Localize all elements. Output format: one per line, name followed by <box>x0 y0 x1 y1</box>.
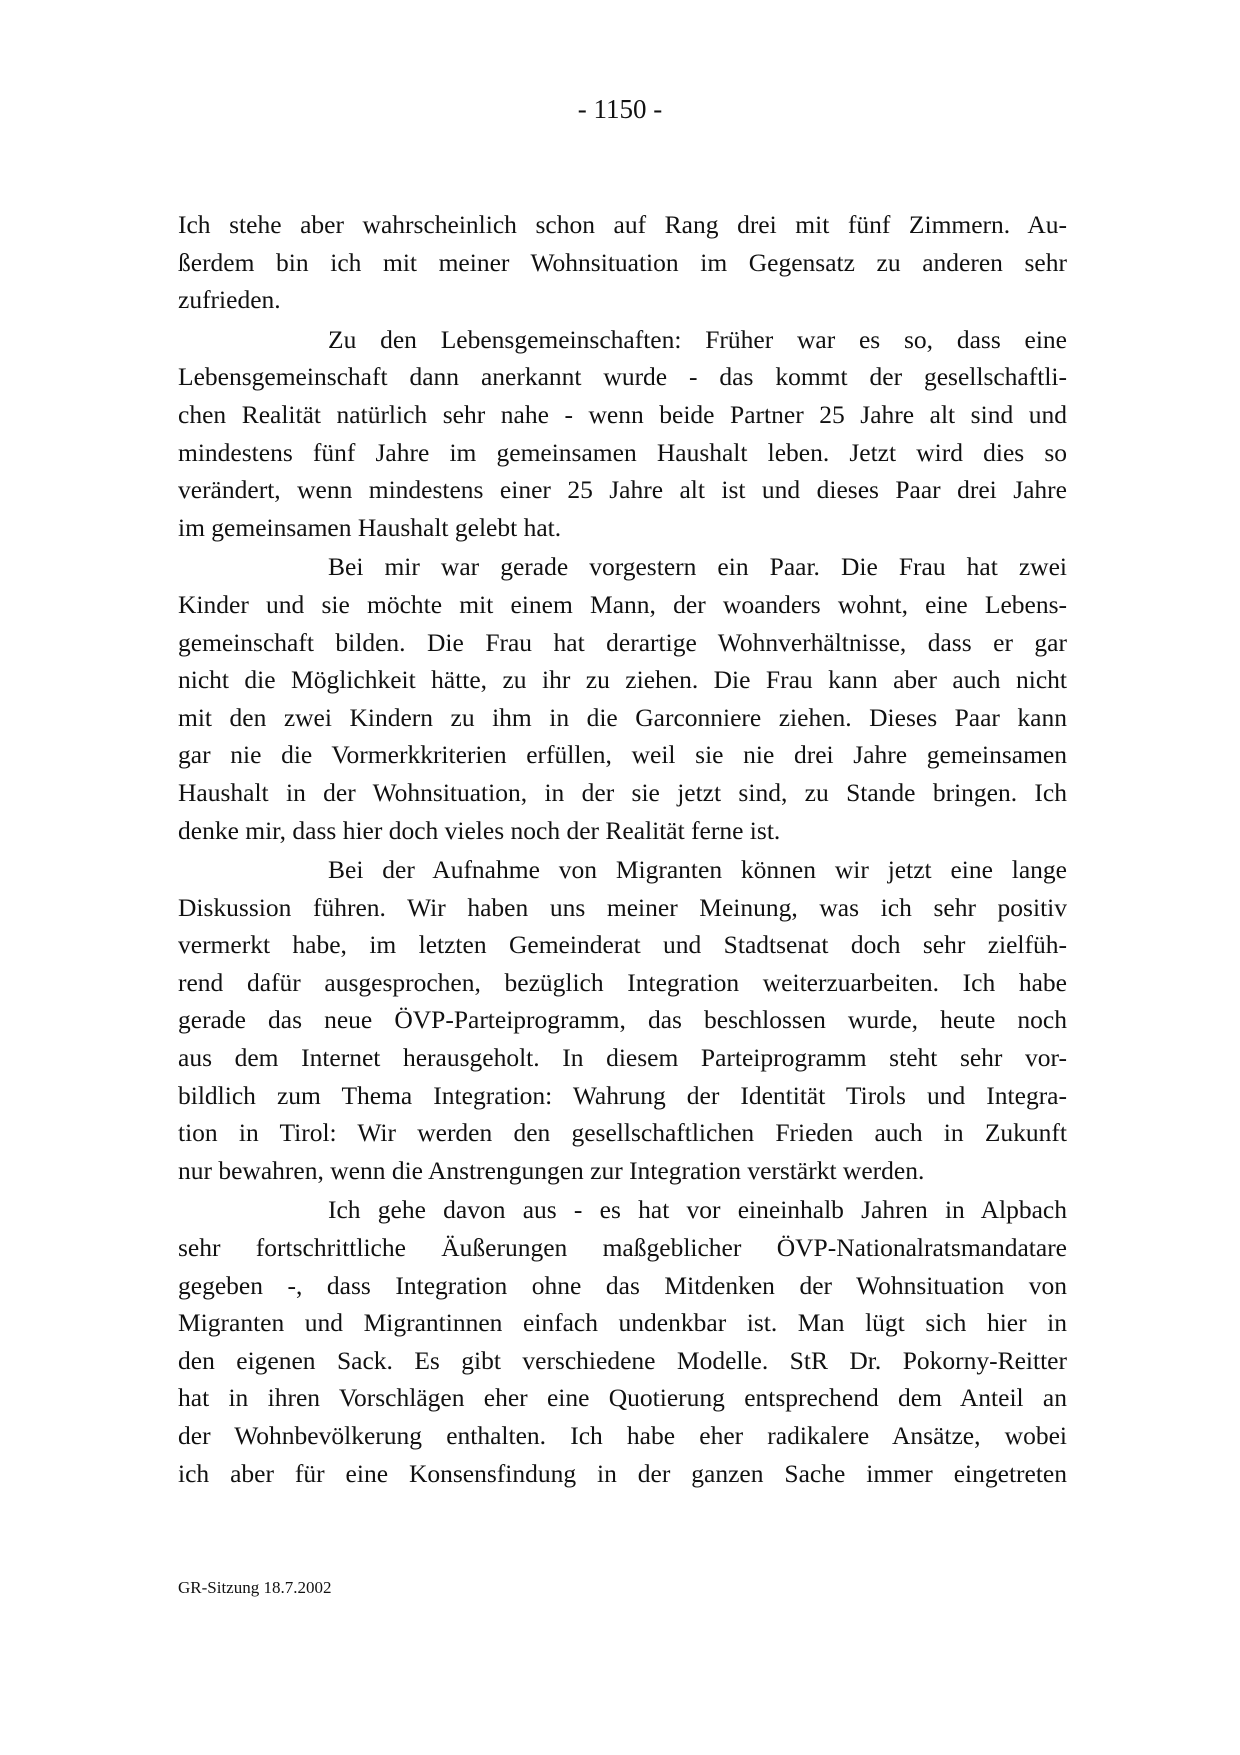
text-line: Ich stehe aber wahrscheinlich schon auf Rang drei mit fünf Zimmern. Au- <box>178 210 1067 239</box>
footer-session-date: GR-Sitzung 18.7.2002 <box>178 1578 332 1597</box>
paragraph <box>178 851 1067 1189</box>
text-line: Diskussion führen. Wir haben uns meiner Meinung, was ich sehr positiv <box>178 892 1067 922</box>
text-line: Bei der Aufnahme von Migranten können wir jetzt eine lange <box>328 855 1067 885</box>
text-line: hat in ihren Vorschlägen eher eine Quotierung entsprechend dem Anteil an <box>178 1383 1067 1413</box>
text-line: Haushalt in der Wohnsituation, in der sie jetzt sind, zu Stande bringen. Ich <box>178 777 1067 807</box>
text-line: Lebensgemeinschaft dann anerkannt wurde - das kommt der gesellschaftli- <box>178 362 1067 392</box>
text-line: rend dafür ausgesprochen, bezüglich Integration weiterzuarbeiten. Ich habe <box>178 967 1067 997</box>
text-line: sehr fortschrittliche Äußerungen maßgeblicher ÖVP-Nationalratsmandatare <box>178 1233 1067 1263</box>
text-line: im gemeinsamen Haushalt gelebt hat. <box>178 512 562 542</box>
text-line: nur bewahren, wenn die Anstrengungen zur Integration verstärkt werden. <box>178 1155 925 1185</box>
text-line: ich aber für eine Konsensfindung in der ganzen Sache immer eingetreten <box>178 1458 1067 1488</box>
body-text <box>178 206 1067 1494</box>
text-line: mit den zwei Kindern zu ihm in die Garconniere ziehen. Dieses Paar kann <box>178 702 1067 732</box>
text-line: Kinder und sie möchte mit einem Mann, der woanders wohnt, eine Lebens- <box>178 589 1067 619</box>
text-line: gemeinschaft bilden. Die Frau hat derartige Wohnverhältnisse, dass er gar <box>178 627 1067 657</box>
text-line: Ich gehe davon aus - es hat vor eineinhalb Jahren in Alpbach <box>328 1195 1067 1225</box>
text-line: aus dem Internet herausgeholt. In diesem Parteiprogramm steht sehr vor- <box>178 1043 1067 1073</box>
text-line: gegeben -, dass Integration ohne das Mitdenken der Wohnsituation von <box>178 1270 1067 1300</box>
paragraph <box>178 206 1067 319</box>
text-line: den eigenen Sack. Es gibt verschiedene Modelle. StR Dr. Pokorny-Reitter <box>178 1345 1067 1375</box>
paragraph <box>178 321 1067 547</box>
text-line: Bei mir war gerade vorgestern ein Paar. Die Frau hat zwei <box>328 552 1067 582</box>
text-line: gerade das neue ÖVP-Parteiprogramm, das beschlossen wurde, heute noch <box>178 1005 1067 1035</box>
text-line: ßerdem bin ich mit meiner Wohnsituation im Gegensatz zu anderen sehr <box>178 247 1067 277</box>
text-line: der Wohnbevölkerung enthalten. Ich habe eher radikalere Ansätze, wobei <box>178 1421 1067 1450</box>
text-line: verändert, wenn mindestens einer 25 Jahre alt ist und dieses Paar drei Jahre <box>178 475 1067 505</box>
text-line: tion in Tirol: Wir werden den gesellschaftlichen Frieden auch in Zukunft <box>178 1118 1067 1148</box>
text-line: denke mir, dass hier doch vieles noch der Realität ferne ist. <box>178 815 781 845</box>
text-line: nicht die Möglichkeit hätte, zu ihr zu ziehen. Die Frau kann aber auch nicht <box>178 665 1067 695</box>
paragraph <box>178 548 1067 849</box>
paragraph <box>178 1191 1067 1492</box>
text-line: zufrieden. <box>178 285 281 315</box>
text-line: bildlich zum Thema Integration: Wahrung der Identität Tirols und Integra- <box>178 1080 1067 1110</box>
page-number: - 1150 - <box>577 94 663 124</box>
text-line: chen Realität natürlich sehr nahe - wenn beide Partner 25 Jahre alt sind und <box>178 399 1067 429</box>
text-line: Zu den Lebensgemeinschaften: Früher war es so, dass eine <box>328 324 1067 354</box>
text-line: gar nie die Vormerkkriterien erfüllen, weil sie nie drei Jahre gemeinsamen <box>178 740 1067 770</box>
text-line: mindestens fünf Jahre im gemeinsamen Haushalt leben. Jetzt wird dies so <box>178 437 1067 467</box>
text-line: vermerkt habe, im letzten Gemeinderat und Stadtsenat doch sehr zielfüh- <box>178 930 1067 960</box>
text-line: Migranten und Migrantinnen einfach undenkbar ist. Man lügt sich hier in <box>178 1308 1067 1338</box>
